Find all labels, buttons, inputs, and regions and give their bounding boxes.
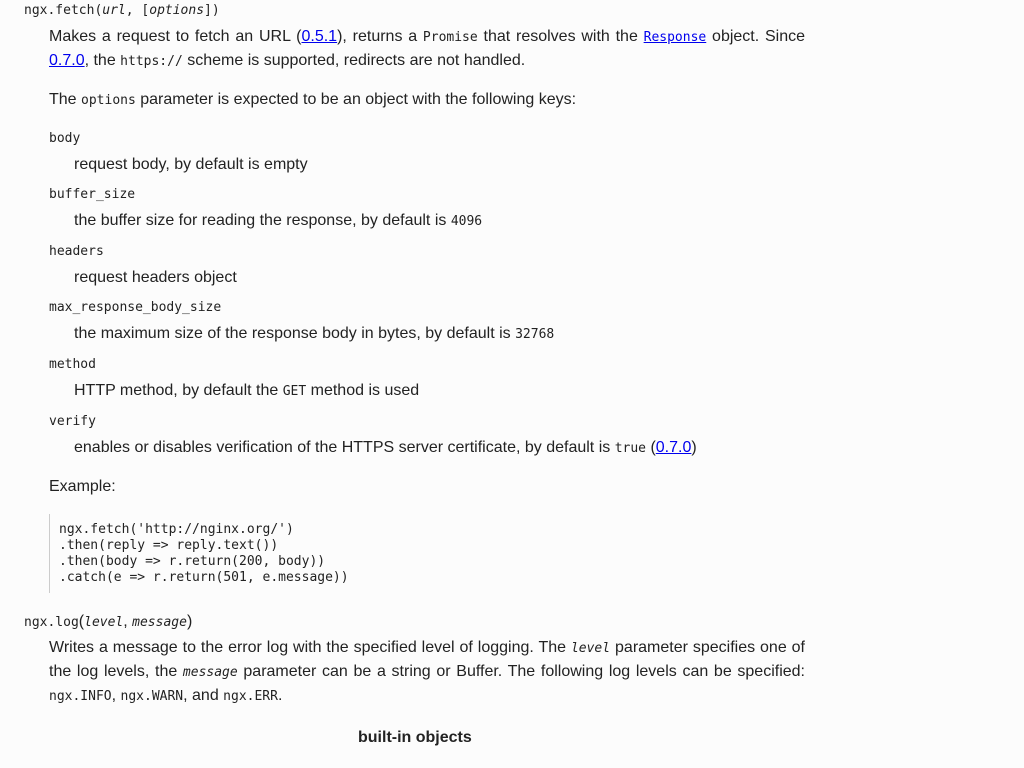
example-label: Example: — [49, 478, 116, 495]
option-key-verify: verify — [49, 414, 96, 429]
log-arg-message: message — [132, 615, 187, 630]
option-desc-text: HTTP method, by default the — [74, 382, 283, 399]
fetch-desc-text: , the — [84, 52, 121, 69]
log-desc-text: . — [277, 687, 283, 704]
fetch-desc-text: ), returns a — [337, 28, 423, 45]
option-key-max-response-body-size: max_response_body_size — [49, 300, 222, 315]
response-link[interactable]: Response — [643, 30, 707, 45]
fetch-arg-options: options — [149, 3, 205, 18]
log-sig-suffix: ) — [186, 613, 193, 630]
options-intro-text: parameter is expected to be an object with the following keys: — [135, 91, 577, 108]
log-desc-text: parameter can be a string or Buffer. The following log levels can be specified: — [237, 663, 805, 680]
log-level-warn: ngx.WARN — [120, 689, 184, 704]
option-desc-text: enables or disables verification of the HTTPS server certificate, by default is — [74, 439, 615, 456]
fetch-sig-sep: , [ — [125, 3, 150, 18]
version-link-0-7-0-verify[interactable]: 0.7.0 — [655, 439, 692, 456]
option-key-buffer-size: buffer_size — [49, 187, 136, 202]
log-desc-text: , — [111, 687, 121, 704]
option-desc-text: ) — [691, 439, 697, 456]
fetch-arg-url: url — [102, 3, 126, 18]
version-link-0-5-1[interactable]: 0.5.1 — [301, 28, 338, 45]
log-desc-text: parameter specifies one of the log levels, the — [49, 639, 806, 680]
fetch-desc-text: object. Since — [706, 28, 805, 45]
fetch-signature — [24, 3, 220, 18]
option-default-code: 32768 — [515, 327, 555, 342]
option-desc-text: method is used — [306, 382, 420, 399]
https-code: https:// — [120, 54, 183, 69]
option-key-method: method — [49, 357, 96, 372]
fetch-sig-suffix: ]) — [204, 3, 220, 18]
fetch-desc-text: scheme is supported, redirects are not handled. — [182, 52, 526, 69]
fetch-desc-text: that resolves with the — [477, 28, 644, 45]
option-desc-headers — [74, 269, 237, 287]
level-code: level — [570, 641, 611, 656]
options-code: options — [81, 93, 136, 108]
fetch-description — [49, 25, 805, 73]
option-key-headers: headers — [49, 244, 104, 259]
log-levels-line — [49, 684, 805, 708]
message-code: message — [182, 665, 238, 680]
log-desc-text: Writes a message to the error log with the specified level of logging. The — [49, 639, 571, 656]
option-desc-max-response-body-size — [74, 325, 554, 343]
option-desc-buffer-size — [74, 212, 482, 230]
log-level-err: ngx.ERR — [223, 689, 278, 704]
option-desc-text: request headers object — [74, 269, 237, 286]
option-key-body: body — [49, 131, 81, 146]
log-level-info: ngx.INFO — [49, 689, 112, 704]
log-sig-paren: ( — [78, 613, 85, 630]
option-default-code: 4096 — [450, 214, 483, 229]
option-desc-verify — [74, 439, 697, 457]
example-code-block: ngx.fetch('http://nginx.org/') .then(reply => reply.text()) .then(body => r.return(200, body)) .catch(e => r.return(501, e.message)) — [49, 514, 399, 593]
log-sig-sep: , — [123, 613, 133, 630]
fetch-desc-line2 — [49, 49, 805, 73]
option-default-code: GET — [282, 384, 307, 399]
log-description — [49, 636, 805, 708]
option-default-code: true — [614, 441, 646, 456]
log-arg-level: level — [84, 615, 124, 630]
option-desc-text: request body, by default is empty — [74, 156, 308, 173]
promise-code: Promise — [422, 30, 478, 45]
section-title-built-in-objects: built-in objects — [358, 729, 472, 746]
option-desc-method — [74, 382, 419, 400]
version-link-0-7-0[interactable]: 0.7.0 — [49, 52, 85, 69]
option-desc-text: ( — [646, 439, 656, 456]
log-desc-text: , and — [183, 687, 224, 704]
log-signature — [24, 613, 192, 631]
fetch-desc-line1 — [49, 25, 805, 49]
options-intro-text: The — [49, 91, 82, 108]
fetch-desc-text: Makes a request to fetch an URL ( — [49, 28, 302, 45]
option-desc-text: the buffer size for reading the response, by default is — [74, 212, 451, 229]
options-intro — [49, 88, 805, 112]
option-desc-body — [74, 156, 308, 174]
option-desc-text: the maximum size of the response body in bytes, by default is — [74, 325, 516, 342]
log-sig-prefix: ngx.log — [24, 615, 79, 630]
fetch-sig-prefix: ngx.fetch( — [24, 3, 103, 18]
log-desc-justified — [49, 636, 805, 684]
